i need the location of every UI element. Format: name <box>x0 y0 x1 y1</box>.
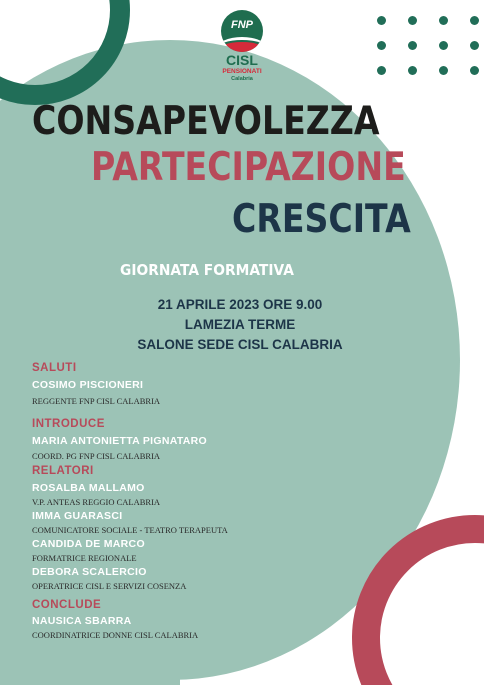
event-datetime: 21 APRILE 2023 ORE 9.00 <box>157 297 323 312</box>
dot <box>377 41 386 50</box>
event-details <box>100 295 380 355</box>
speaker-name: DEBORA SCALERCIO <box>32 566 147 578</box>
speaker-role: OPERATRICE CISL E SERVIZI COSENZA <box>32 581 187 591</box>
dot <box>408 16 417 25</box>
dot <box>439 16 448 25</box>
dot <box>439 41 448 50</box>
speaker-role: FORMATRICE REGIONALE <box>32 553 137 563</box>
speaker-role: REGGENTE FNP CISL CALABRIA <box>32 396 161 406</box>
fnp-logo-icon <box>221 10 263 52</box>
dot <box>408 41 417 50</box>
speaker-role: COORD. PG FNP CISL CALABRIA <box>32 451 161 461</box>
section-conclude: CONCLUDE <box>32 599 102 611</box>
section-introduce: INTRODUCE <box>32 418 105 430</box>
speaker-name: IMMA GUARASCI <box>32 510 123 522</box>
speaker-name: ROSALBA MALLAMO <box>32 482 145 494</box>
logo-fnp-text: FNP <box>231 19 253 31</box>
fnp-cisl-logo <box>218 10 266 83</box>
dot <box>470 16 479 25</box>
dot <box>439 66 448 75</box>
speaker-name: CANDIDA DE MARCO <box>32 538 145 550</box>
speaker-name: COSIMO PISCIONERI <box>32 379 144 391</box>
logo-white-arc <box>221 37 263 52</box>
event-venue: SALONE SEDE CISL CALABRIA <box>137 337 343 352</box>
dot <box>470 41 479 50</box>
logo-cisl-text: CISL <box>226 52 258 68</box>
speaker-name: NAUSICA SBARRA <box>32 615 132 627</box>
dot <box>470 66 479 75</box>
headline-crescita: CRESCITA <box>232 197 411 242</box>
logo-pensionati-text: PENSIONATI <box>222 68 262 75</box>
dot-grid-decoration <box>377 16 480 75</box>
section-saluti: SALUTI <box>32 362 77 374</box>
dot <box>408 66 417 75</box>
dot <box>377 16 386 25</box>
event-city: LAMEZIA TERME <box>184 317 296 332</box>
dot <box>377 66 386 75</box>
event-title: GIORNATA FORMATIVA <box>120 261 294 279</box>
section-relatori: RELATORI <box>32 465 94 477</box>
speaker-role: COORDINATRICE DONNE CISL CALABRIA <box>32 630 199 640</box>
speaker-role: COMUNICATORE SOCIALE - TEATRO TERAPEUTA <box>32 525 228 535</box>
headline-consapevolezza: CONSAPEVOLEZZA <box>32 99 380 144</box>
headline-partecipazione: PARTECIPAZIONE <box>91 145 406 190</box>
speaker-role: V.P. ANTEAS REGGIO CALABRIA <box>32 497 161 507</box>
logo-region-text: Calabria <box>231 76 253 82</box>
speaker-name: MARIA ANTONIETTA PIGNATARO <box>32 435 208 447</box>
